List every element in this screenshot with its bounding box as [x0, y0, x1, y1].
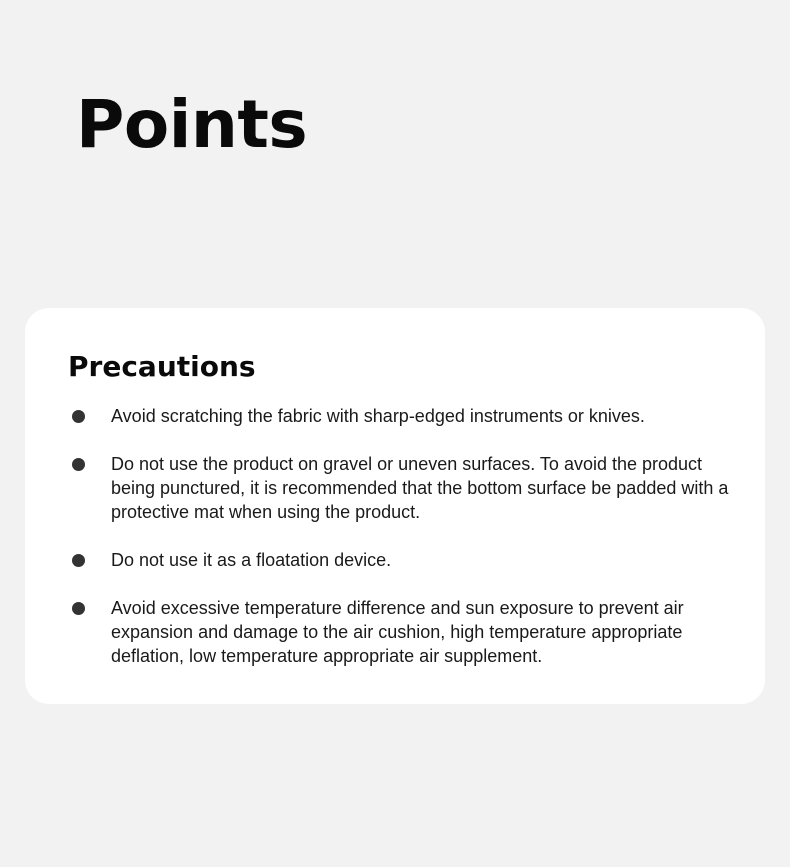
list-item-text: Avoid excessive temperature difference and sun exposure to prevent air expansion and damage to the air cushion, high temperature appropriate deflation, low temperature appropriate air supplement. [111, 598, 684, 666]
list-item-text: Avoid scratching the fabric with sharp-edged instruments or knives. [111, 406, 645, 426]
list-item [25, 404, 765, 428]
page-heading: Points [76, 86, 308, 163]
precautions-card [25, 308, 765, 704]
list-item-text: Do not use it as a floatation device. [111, 550, 392, 570]
list-item-text: Do not use the product on gravel or uneven surfaces. To avoid the product being punctured, it is recommended that the bottom surface be padded with a protective mat when using the product. [111, 454, 729, 522]
precautions-list [25, 404, 765, 692]
list-item [25, 596, 765, 668]
list-item [25, 548, 765, 572]
precautions-title: Precautions [68, 350, 256, 383]
bullet-dot-icon [72, 458, 85, 471]
bullet-dot-icon [72, 554, 85, 567]
list-item [25, 452, 765, 524]
bullet-dot-icon [72, 410, 85, 423]
bullet-dot-icon [72, 602, 85, 615]
